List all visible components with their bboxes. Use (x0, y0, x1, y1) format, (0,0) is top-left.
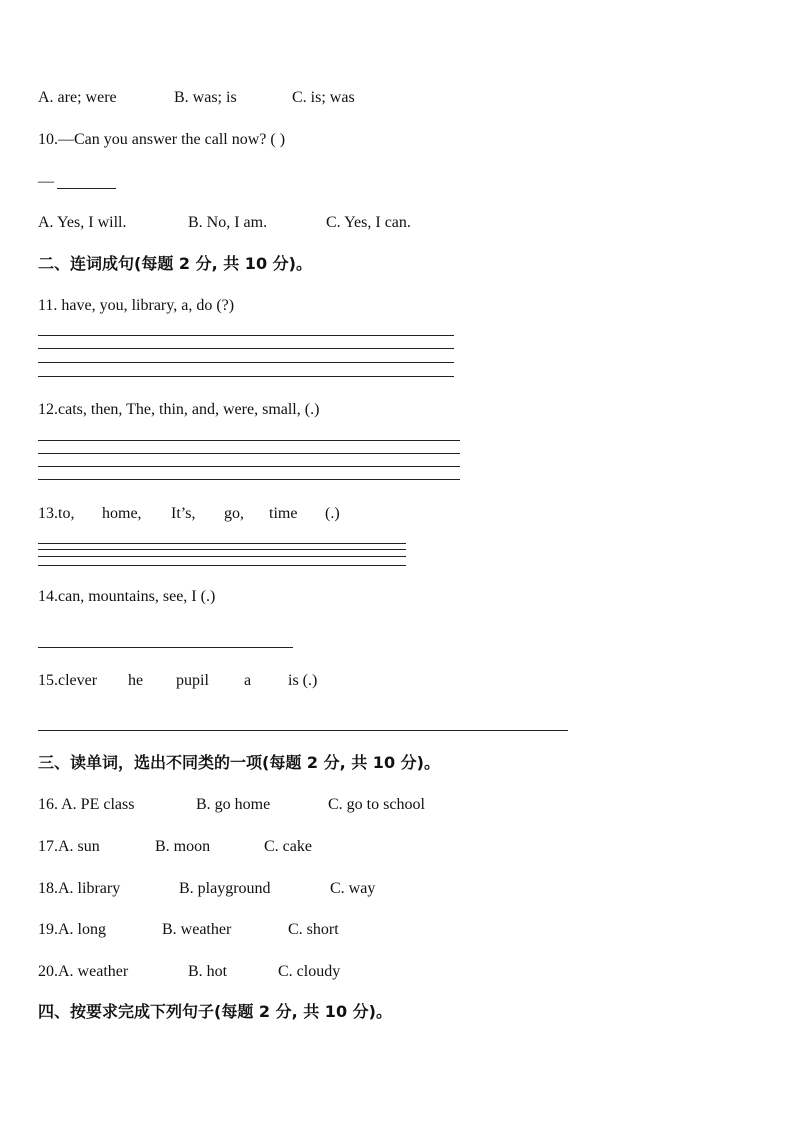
q10-stem: 10.—Can you answer the call now? ( ) (38, 131, 286, 148)
q9-option-b: B. was; is (174, 89, 237, 106)
q14-words: 14.can, mountains, see, I (.) (38, 588, 216, 605)
q13-answer-line-4 (38, 565, 406, 566)
q11-answer-line-2 (38, 348, 454, 349)
q15-word: 15.clever (38, 672, 98, 689)
section-2-heading: 二、连词成句(每题 2 分, 共 10 分)。 (38, 254, 312, 273)
q20-option-b: B. hot (188, 963, 228, 980)
q13-word: time (269, 505, 298, 522)
q17-options (38, 837, 312, 857)
q13-answer-line-1 (38, 543, 406, 544)
q16-option-b: B. go home (196, 796, 271, 813)
q16-option-a: 16. A. PE class (38, 796, 135, 813)
q18-option-c: C. way (330, 880, 376, 897)
q15-words (38, 671, 317, 691)
q11-answer-line-1 (38, 335, 454, 336)
q9-option-c: C. is; was (292, 89, 355, 106)
q19-option-a: 19.A. long (38, 921, 106, 938)
q12-answer-line-4 (38, 479, 460, 480)
q16-options (38, 795, 425, 815)
q10-option-c: C. Yes, I can. (326, 214, 411, 231)
q19-option-b: B. weather (162, 921, 232, 938)
q13-word: (.) (325, 505, 340, 522)
q13-word: go, (224, 505, 244, 522)
q10-options (38, 213, 411, 233)
q14-answer-line (38, 647, 293, 648)
q15-word: he (128, 672, 144, 689)
q17-option-b: B. moon (155, 838, 211, 855)
q13-answer-line-2 (38, 549, 406, 550)
q12-answer-line-1 (38, 440, 460, 441)
q12-words: 12.cats, then, The, thin, and, were, small, (.) (38, 401, 320, 418)
q13-word: It’s, (171, 505, 196, 522)
q20-options (38, 962, 340, 982)
q18-option-b: B. playground (179, 880, 271, 897)
q17-option-c: C. cake (264, 838, 312, 855)
section-3-heading: 三、读单词，选出不同类的一项(每题 2 分, 共 10 分)。 (38, 753, 440, 772)
q10-option-a: A. Yes, I will. (38, 214, 127, 231)
q18-options (38, 879, 375, 899)
q11-answer-line-3 (38, 362, 454, 363)
q18-option-a: 18.A. library (38, 880, 121, 897)
q9-options (38, 88, 355, 108)
q19-options (38, 920, 339, 940)
q12-answer-line-3 (38, 466, 460, 467)
q20-option-a: 20.A. weather (38, 963, 129, 980)
q13-word: 13.to, (38, 505, 75, 522)
q13-words (38, 504, 340, 524)
q19-option-c: C. short (288, 921, 339, 938)
q12-answer-line-2 (38, 453, 460, 454)
q13-answer-line-3 (38, 556, 406, 557)
q15-word: is (.) (288, 672, 318, 689)
q9-option-a: A. are; were (38, 89, 117, 106)
section-4-heading: 四、按要求完成下列句子(每题 2 分, 共 10 分)。 (38, 1002, 392, 1021)
q20-option-c: C. cloudy (278, 963, 341, 980)
q13-word: home, (102, 505, 142, 522)
q15-answer-line (38, 730, 568, 731)
q11-answer-line-4 (38, 376, 454, 377)
q10-option-b: B. No, I am. (188, 214, 268, 231)
q15-word: a (244, 672, 252, 689)
q17-option-a: 17.A. sun (38, 838, 100, 855)
q15-word: pupil (176, 672, 209, 689)
q10-answer-dash: — (38, 173, 54, 190)
q10-answer-blank (57, 188, 116, 189)
q11-words: 11. have, you, library, a, do (?) (38, 297, 235, 314)
q16-option-c: C. go to school (328, 796, 425, 813)
